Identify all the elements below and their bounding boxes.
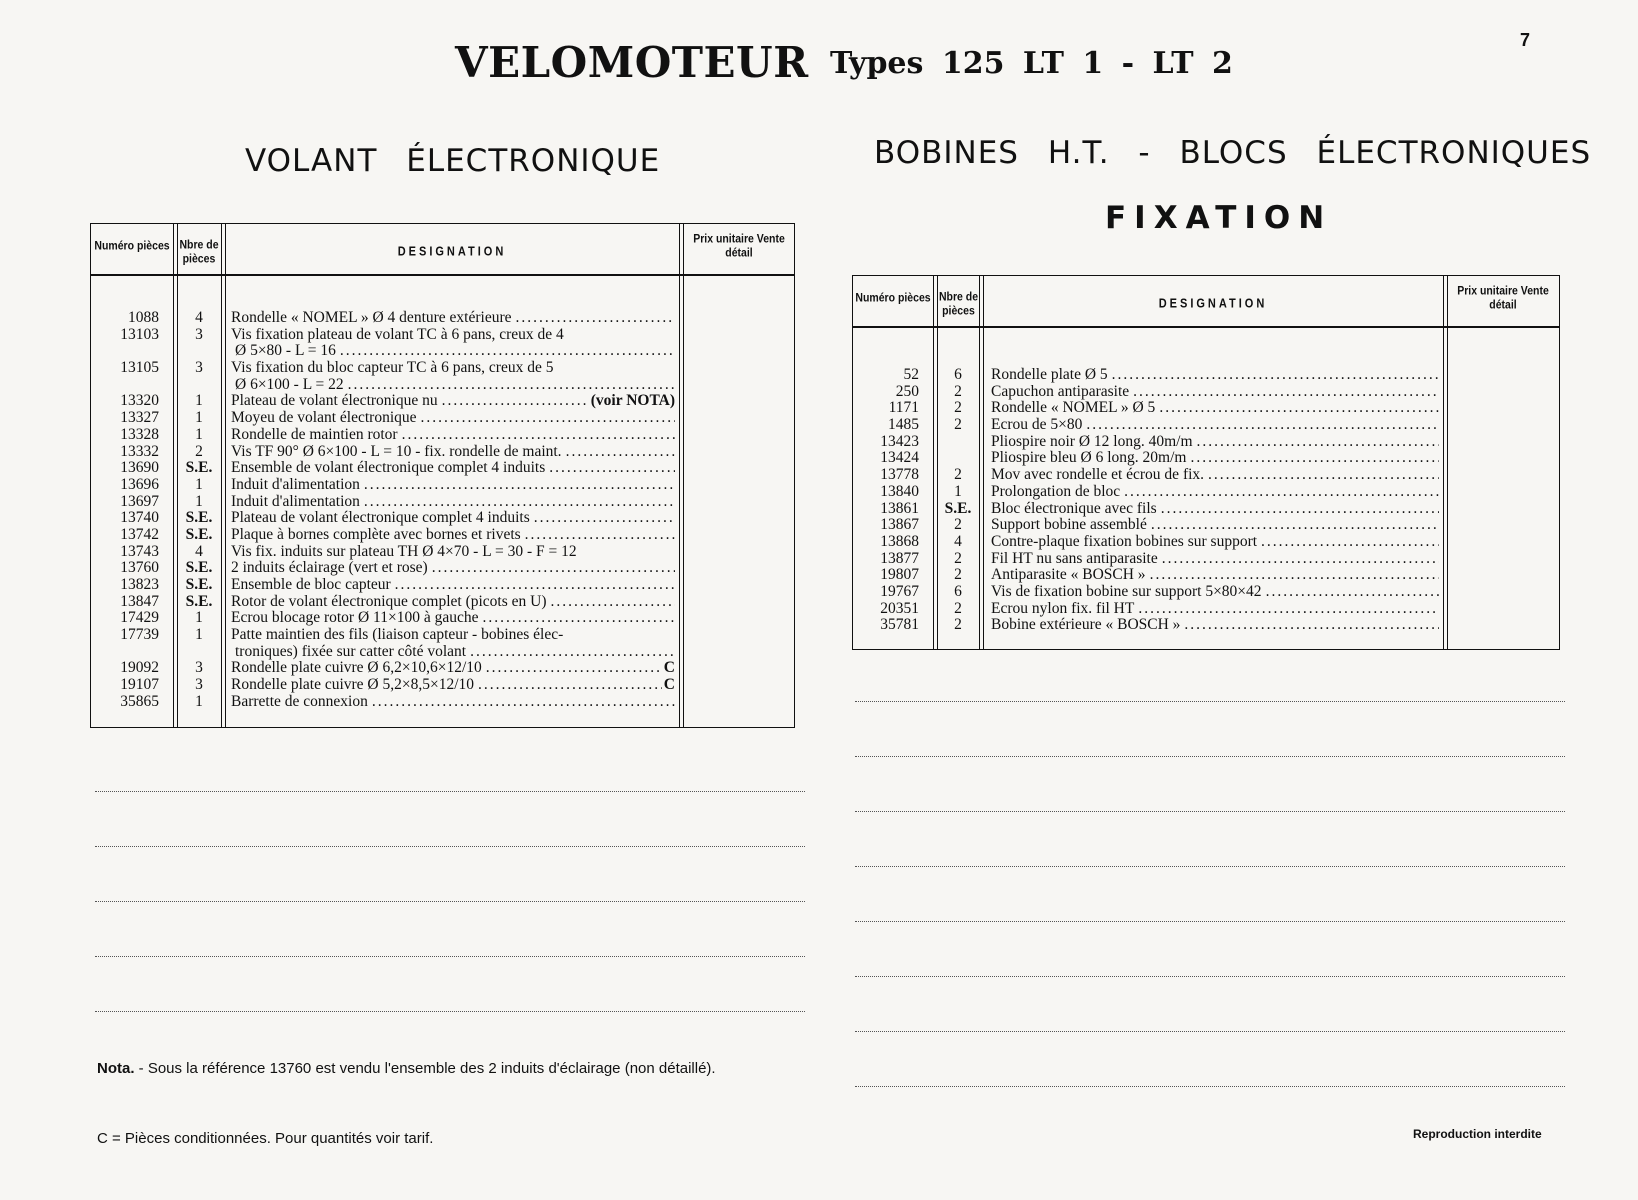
left-header-nbre: Nbre de pièces [179, 238, 219, 266]
part-number: 13424 [880, 449, 919, 467]
right-header-numero: Numéro pièces [855, 291, 931, 305]
part-designation [231, 444, 675, 461]
designation-text: Ensemble de bloc capteur [231, 577, 391, 593]
part-designation [991, 384, 1439, 401]
designation-text: Pliospire noir Ø 12 long. 40m/m [991, 433, 1193, 450]
part-quantity: 1 [195, 409, 203, 427]
blank-line [855, 1085, 1565, 1087]
leader-dots [549, 460, 675, 477]
table-row [91, 677, 794, 694]
part-designation [231, 360, 675, 377]
table-row [853, 534, 1559, 551]
part-quantity: 2 [954, 599, 962, 617]
left-header-prix: Prix unitaire Vente détail [693, 232, 785, 260]
right-rows [853, 367, 1559, 634]
leader-dots [1151, 517, 1439, 534]
document-types: Types 125 LT 1 - LT 2 [830, 46, 1233, 81]
designation-text: Rondelle plate Ø 5 [991, 367, 1108, 383]
leader-dots [348, 377, 675, 394]
part-number: 17429 [120, 609, 159, 627]
leader-dots [364, 494, 675, 511]
part-quantity: 3 [195, 676, 203, 694]
leader-dots [432, 560, 675, 577]
part-number: 13868 [880, 532, 919, 550]
part-designation [991, 417, 1439, 434]
designation-text: Support bobine assemblé [991, 517, 1147, 534]
blank-line [855, 1030, 1565, 1032]
table-row [91, 310, 794, 327]
part-designation [231, 310, 675, 327]
part-quantity: 4 [195, 309, 203, 326]
designation-text: Contre-plaque fixation bobines sur support [991, 533, 1258, 550]
nota-body: - Sous la référence 13760 est vendu l'ensemble des 2 induits d'éclairage (non détaillé). [134, 1060, 716, 1077]
part-designation [231, 694, 675, 711]
designation-note: (voir NOTA) [590, 393, 675, 410]
table-row [853, 584, 1559, 601]
part-number: 20351 [880, 599, 919, 617]
leader-dots [364, 477, 675, 494]
leader-dots [1112, 367, 1439, 384]
leader-dots [340, 343, 675, 360]
table-row [853, 400, 1559, 417]
leader-dots [1133, 384, 1439, 401]
blank-line [95, 955, 805, 957]
part-quantity: 2 [954, 566, 962, 584]
table-row [91, 627, 794, 644]
designation-text: Vis TF 90° Ø 6×100 - L = 10 - fix. rondelle de maint. [231, 443, 562, 460]
part-number: 13877 [880, 549, 919, 567]
part-designation [991, 551, 1439, 568]
designation-text: Rotor de volant électronique complet (picots en U) [231, 593, 547, 610]
part-number: 13320 [120, 392, 159, 410]
designation-text: Ecrou de 5×80 [991, 417, 1083, 434]
page-number: 7 [1520, 30, 1531, 50]
table-row [853, 467, 1559, 484]
part-number: 35865 [120, 692, 159, 710]
leader-dots [421, 410, 675, 427]
designation-text: Ecrou blocage rotor Ø 11×100 à gauche [231, 610, 479, 627]
part-designation [231, 527, 675, 544]
part-designation [231, 677, 675, 694]
part-number: 17739 [120, 626, 159, 644]
table-row [853, 501, 1559, 518]
leader-dots [1261, 534, 1439, 551]
table-row [91, 393, 794, 410]
part-number: 35781 [880, 616, 919, 634]
part-designation [231, 460, 675, 477]
part-number: 13103 [120, 325, 159, 343]
leader-dots [402, 427, 675, 444]
designation-text: troniques) fixée sur catter côté volant [235, 643, 467, 660]
part-number: 13867 [880, 516, 919, 534]
right-parts-table [852, 275, 1560, 650]
table-row [91, 660, 794, 677]
part-number: 19767 [880, 582, 919, 600]
table-row [91, 494, 794, 511]
designation-text: Moyeu de volant électronique [231, 410, 417, 427]
table-row [853, 567, 1559, 584]
designation-note: C [663, 677, 675, 694]
part-quantity: S.E. [185, 559, 213, 577]
part-designation [231, 327, 675, 344]
part-designation [991, 434, 1439, 451]
table-row [91, 544, 794, 561]
part-designation [991, 517, 1439, 534]
table-row [91, 444, 794, 461]
designation-text: Pliospire bleu Ø 6 long. 20m/m [991, 450, 1187, 467]
part-designation [991, 484, 1439, 501]
part-number: 13840 [880, 482, 919, 500]
table-row [91, 327, 794, 344]
left-section-title: VOLANT ÉLECTRONIQUE [245, 143, 661, 179]
leader-dots [534, 510, 675, 527]
left-header-designation: DESIGNATION [397, 245, 507, 259]
designation-text: Plateau de volant électronique complet 4 induits [231, 510, 530, 527]
table-row [91, 560, 794, 577]
part-designation [991, 501, 1439, 518]
designation-text: Mov avec rondelle et écrou de fix. [991, 467, 1205, 484]
part-number: 13327 [120, 409, 159, 427]
designation-text: Rondelle plate cuivre Ø 6,2×10,6×12/10 [231, 660, 482, 677]
part-designation [231, 343, 675, 360]
leader-dots [1124, 484, 1439, 501]
part-number: 1088 [128, 309, 159, 326]
table-row [91, 527, 794, 544]
part-quantity: 2 [954, 616, 962, 634]
table-row [853, 551, 1559, 568]
leader-dots [470, 644, 675, 661]
designation-text: Capuchon antiparasite [991, 383, 1130, 400]
designation-text: 2 induits éclairage (vert et rose) [231, 560, 428, 577]
leader-dots [1197, 434, 1440, 451]
part-quantity: 1 [954, 482, 962, 500]
designation-text: Plateau de volant électronique nu [231, 393, 438, 410]
designation-text: Ecrou nylon fix. fil HT [991, 600, 1135, 617]
leader-dots [1138, 601, 1439, 618]
blank-line [855, 865, 1565, 867]
leader-dots [486, 660, 662, 677]
part-designation [231, 544, 675, 561]
part-designation [991, 617, 1439, 634]
table-row [853, 617, 1559, 634]
part-designation [991, 400, 1439, 417]
table-row [91, 594, 794, 611]
part-designation [231, 644, 675, 661]
part-number: 13328 [120, 425, 159, 443]
reproduction-notice: Reproduction interdite [1413, 1127, 1542, 1141]
part-quantity: 1 [195, 626, 203, 644]
table-row [91, 410, 794, 427]
part-designation [231, 427, 675, 444]
part-quantity: 2 [954, 516, 962, 534]
leader-dots [395, 577, 675, 594]
part-designation [231, 610, 675, 627]
leader-dots [1086, 417, 1439, 434]
blank-line [95, 900, 805, 902]
designation-note: C [663, 660, 675, 677]
designation-text: Vis fix. induits sur plateau TH Ø 4×70 - L = 30 - F = 12 [231, 543, 577, 560]
part-number: 1485 [888, 416, 919, 434]
part-quantity: 6 [954, 366, 962, 383]
table-row [91, 610, 794, 627]
part-number: 13861 [880, 499, 919, 517]
part-number: 13742 [120, 525, 159, 543]
leader-dots [1208, 467, 1439, 484]
part-quantity: 3 [195, 325, 203, 343]
designation-text: Ø 6×100 - L = 22 [235, 376, 344, 393]
part-quantity: 3 [195, 359, 203, 377]
part-designation [991, 450, 1439, 467]
leader-dots [1150, 567, 1439, 584]
right-section-subtitle: FIXATION [1105, 200, 1333, 236]
table-row [853, 601, 1559, 618]
part-designation [231, 510, 675, 527]
designation-text: Barrette de connexion [231, 693, 368, 710]
leader-dots [516, 310, 676, 327]
part-quantity: 2 [954, 466, 962, 484]
table-row [91, 460, 794, 477]
c-note: C = Pièces conditionnées. Pour quantités voir tarif. [97, 1130, 434, 1147]
part-quantity: 1 [195, 492, 203, 510]
part-number: 13332 [120, 442, 159, 460]
part-designation [231, 560, 675, 577]
part-number: 13743 [120, 542, 159, 560]
blank-line [855, 700, 1565, 702]
table-row [91, 510, 794, 527]
part-quantity: 1 [195, 609, 203, 627]
table-row [91, 360, 794, 377]
left-header-numero: Numéro pièces [94, 239, 170, 253]
part-designation [231, 377, 675, 394]
table-row [91, 694, 794, 711]
table-row [91, 377, 794, 394]
part-number: 1171 [888, 399, 919, 417]
part-quantity: S.E. [185, 525, 213, 543]
blank-line [855, 920, 1565, 922]
part-number: 13423 [880, 432, 919, 450]
part-quantity: 4 [195, 542, 203, 560]
part-designation [991, 601, 1439, 618]
designation-text: Antiparasite « BOSCH » [991, 567, 1146, 584]
part-designation [231, 393, 675, 410]
leader-dots [1266, 584, 1439, 601]
designation-text: Bloc électronique avec fils [991, 500, 1157, 517]
table-row [91, 477, 794, 494]
left-parts-table [90, 223, 795, 728]
right-header-designation: DESIGNATION [1158, 297, 1268, 311]
designation-text: Ensemble de volant électronique complet 4 induits [231, 460, 546, 477]
part-number: 13847 [120, 592, 159, 610]
designation-text: Rondelle « NOMEL » Ø 4 denture extérieure [231, 310, 512, 326]
part-designation [991, 567, 1439, 584]
leader-dots [442, 393, 589, 410]
leader-dots [1190, 450, 1439, 467]
document-title: VELOMOTEUR [455, 38, 809, 87]
left-rows [91, 310, 794, 711]
part-quantity: 1 [195, 475, 203, 493]
designation-text: Vis fixation plateau de volant TC à 6 pans, creux de 4 [231, 326, 564, 343]
designation-text: Induit d'alimentation [231, 493, 360, 510]
designation-text: Plaque à bornes complète avec bornes et rivets [231, 526, 521, 543]
part-designation [991, 467, 1439, 484]
leader-dots [372, 694, 675, 711]
table-row [853, 517, 1559, 534]
part-number: 19107 [120, 676, 159, 694]
part-number: 19807 [880, 566, 919, 584]
table-row [853, 384, 1559, 401]
right-header-nbre: Nbre de pièces [938, 290, 979, 318]
table-row [853, 484, 1559, 501]
blank-line [855, 810, 1565, 812]
right-section-title: BOBINES H.T. - BLOCS ÉLECTRONIQUES [874, 135, 1592, 171]
part-quantity: 2 [954, 382, 962, 400]
part-designation [231, 594, 675, 611]
part-number: 13760 [120, 559, 159, 577]
part-quantity: 1 [195, 392, 203, 410]
part-quantity: 4 [954, 532, 962, 550]
leader-dots [1184, 617, 1439, 634]
table-row [853, 367, 1559, 384]
table-row [91, 644, 794, 661]
leader-dots [566, 444, 675, 461]
leader-dots [551, 594, 675, 611]
part-quantity: 2 [954, 399, 962, 417]
designation-text: Vis de fixation bobine sur support 5×80×42 [991, 583, 1262, 600]
blank-line [95, 845, 805, 847]
part-quantity: S.E. [185, 576, 213, 593]
part-designation [231, 660, 675, 677]
part-number: 52 [903, 366, 919, 383]
table-row [853, 417, 1559, 434]
leader-dots [525, 527, 675, 544]
leader-dots [478, 677, 662, 694]
part-quantity: S.E. [185, 509, 213, 527]
part-designation [991, 584, 1439, 601]
part-quantity: S.E. [944, 499, 972, 517]
part-number: 13740 [120, 509, 159, 527]
leader-dots [1161, 501, 1439, 518]
part-number: 13696 [120, 475, 159, 493]
blank-line [855, 975, 1565, 977]
part-number: 19092 [120, 659, 159, 677]
designation-text: Fil HT nu sans antiparasite [991, 550, 1158, 567]
part-designation [991, 534, 1439, 551]
designation-text: Rondelle « NOMEL » Ø 5 [991, 400, 1156, 417]
part-quantity: S.E. [185, 459, 213, 477]
part-designation [231, 577, 675, 594]
part-number: 13105 [120, 359, 159, 377]
part-quantity: 3 [195, 659, 203, 677]
table-row [853, 450, 1559, 467]
part-number: 250 [895, 382, 919, 400]
designation-text: Patte maintien des fils (liaison capteur - bobines élec- [231, 627, 564, 644]
table-row [853, 434, 1559, 451]
table-row [91, 343, 794, 360]
designation-text: Rondelle plate cuivre Ø 5,2×8,5×12/10 [231, 677, 475, 694]
blank-line [95, 790, 805, 792]
part-designation [991, 367, 1439, 384]
leader-dots [482, 610, 675, 627]
part-designation [231, 627, 675, 644]
part-designation [231, 494, 675, 511]
designation-text: Prolongation de bloc [991, 483, 1121, 500]
designation-text: Rondelle de maintien rotor [231, 426, 398, 443]
leader-dots [1162, 551, 1439, 568]
part-number: 13690 [120, 459, 159, 477]
part-designation [231, 410, 675, 427]
right-header-prix: Prix unitaire Vente détail [1457, 284, 1549, 312]
part-quantity: 1 [195, 425, 203, 443]
designation-text: Induit d'alimentation [231, 476, 360, 493]
part-number: 13697 [120, 492, 159, 510]
table-row [91, 577, 794, 594]
part-quantity: 1 [195, 692, 203, 710]
blank-line [95, 1010, 805, 1012]
part-designation [231, 477, 675, 494]
table-row [91, 427, 794, 444]
part-quantity: 2 [195, 442, 203, 460]
part-quantity: 2 [954, 549, 962, 567]
designation-text: Ø 5×80 - L = 16 [235, 343, 336, 360]
part-quantity: 2 [954, 416, 962, 434]
part-number: 13823 [120, 576, 159, 593]
designation-text: Bobine extérieure « BOSCH » [991, 617, 1181, 634]
nota-text [97, 1060, 716, 1077]
blank-line [855, 755, 1565, 757]
designation-text: Vis fixation du bloc capteur TC à 6 pans, creux de 5 [231, 360, 554, 377]
part-quantity: S.E. [185, 592, 213, 610]
nota-label: Nota. [97, 1060, 135, 1077]
part-quantity: 6 [954, 582, 962, 600]
leader-dots [1159, 400, 1439, 417]
part-number: 13778 [880, 466, 919, 484]
